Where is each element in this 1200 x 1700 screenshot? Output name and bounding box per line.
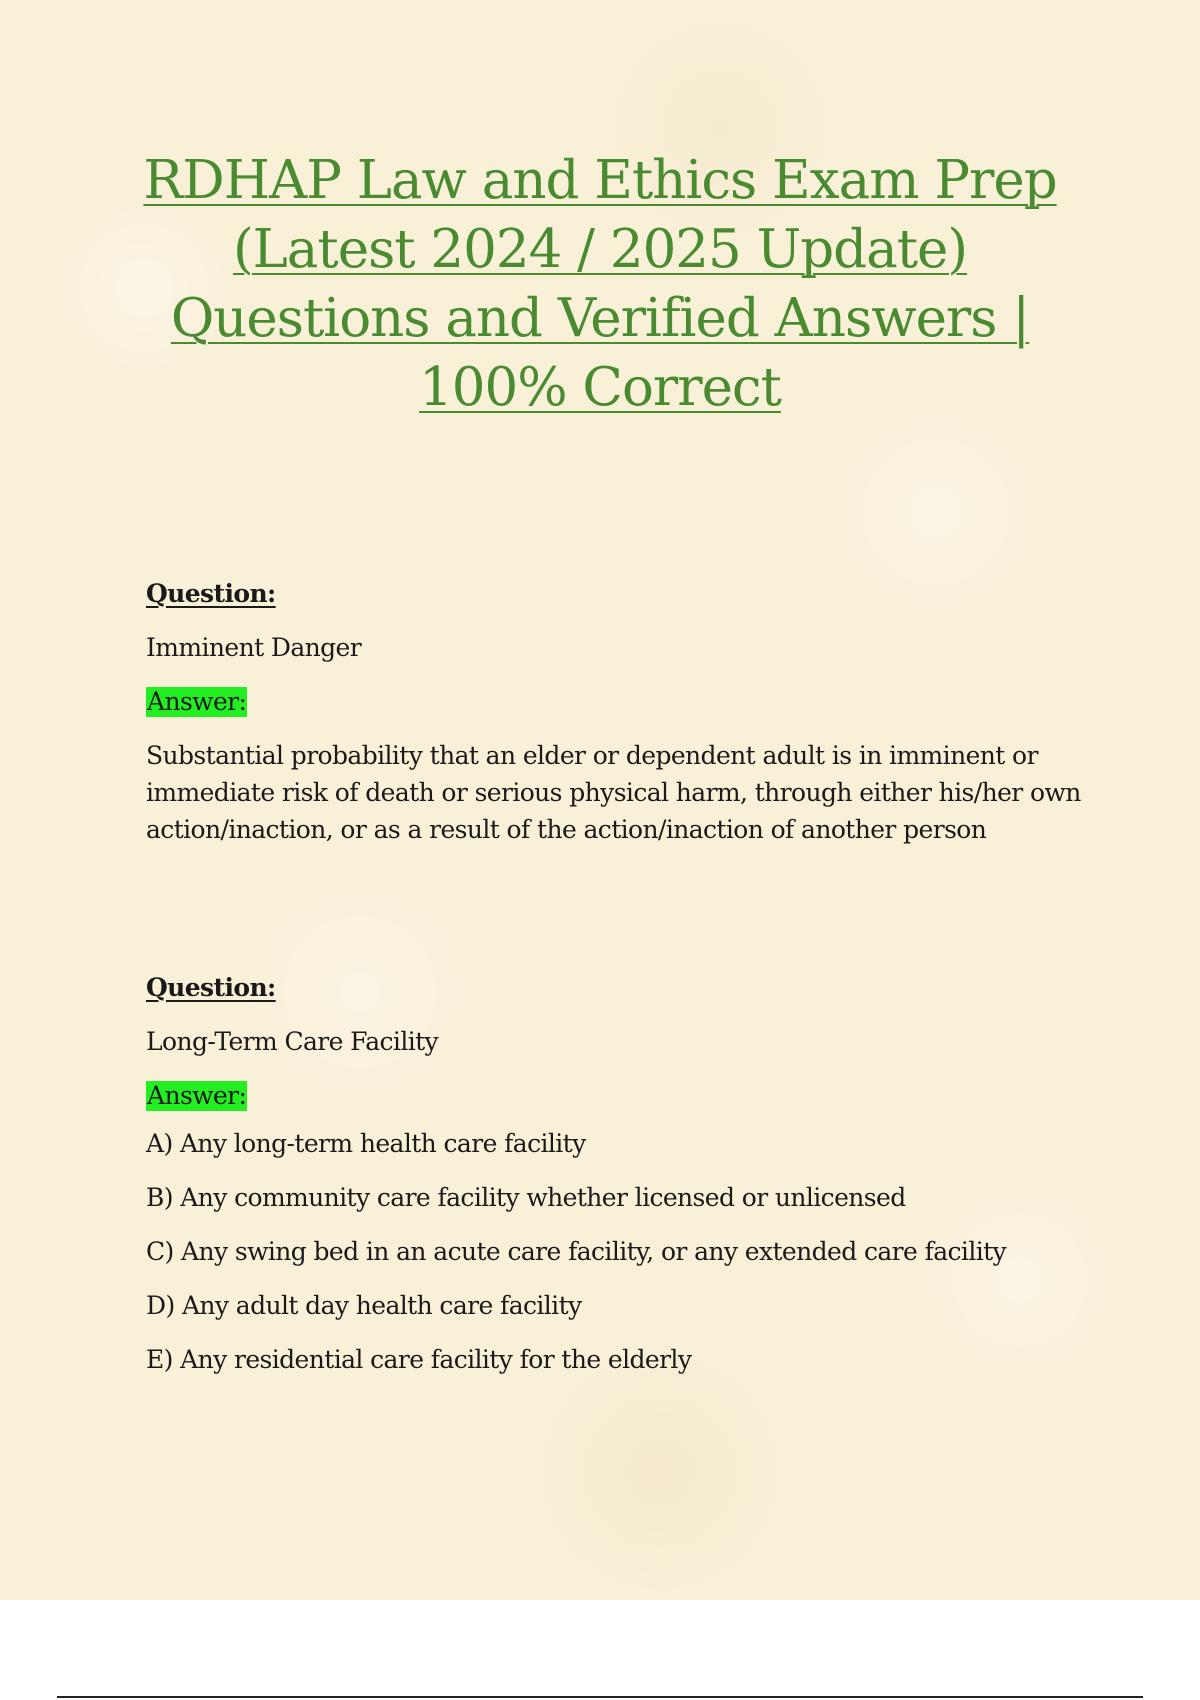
answer-choice-d: D) Any adult day health care facility [146,1291,582,1320]
answer-choice-b: B) Any community care facility whether licensed or unlicensed [146,1183,906,1212]
title-line-1: RDHAP Law and Ethics Exam Prep [143,150,1057,211]
title-line-2: (Latest 2024 / 2025 Update) [232,219,968,280]
document-title [100,146,1100,422]
question-label: Question: [146,579,276,608]
answer-label: Answer: [147,687,247,716]
answer-text: Substantial probability that an elder or dependent adult is in imminent or immediate risk of death or serious physical harm, through either his/her own action/inaction, or as a result of the action/inaction of another person [146,741,1081,844]
title-line-4: 100% Correct [419,357,781,418]
answer-label: Answer: [147,1081,247,1110]
qa-block-2 [146,973,1096,1399]
footer-divider [57,1696,1143,1698]
answer-choice-a: A) Any long-term health care facility [146,1129,586,1158]
answer-choice-e: E) Any residential care facility for the elderly [146,1345,692,1374]
answer-choice-c: C) Any swing bed in an acute care facility, or any extended care facility [146,1237,1007,1266]
question-label: Question: [146,973,276,1002]
question-text: Long-Term Care Facility [146,1027,439,1056]
qa-block-1 [146,579,1096,848]
title-line-3: Questions and Verified Answers | [170,288,1030,349]
answer-choice-list [146,1129,1096,1375]
question-text: Imminent Danger [146,633,362,662]
